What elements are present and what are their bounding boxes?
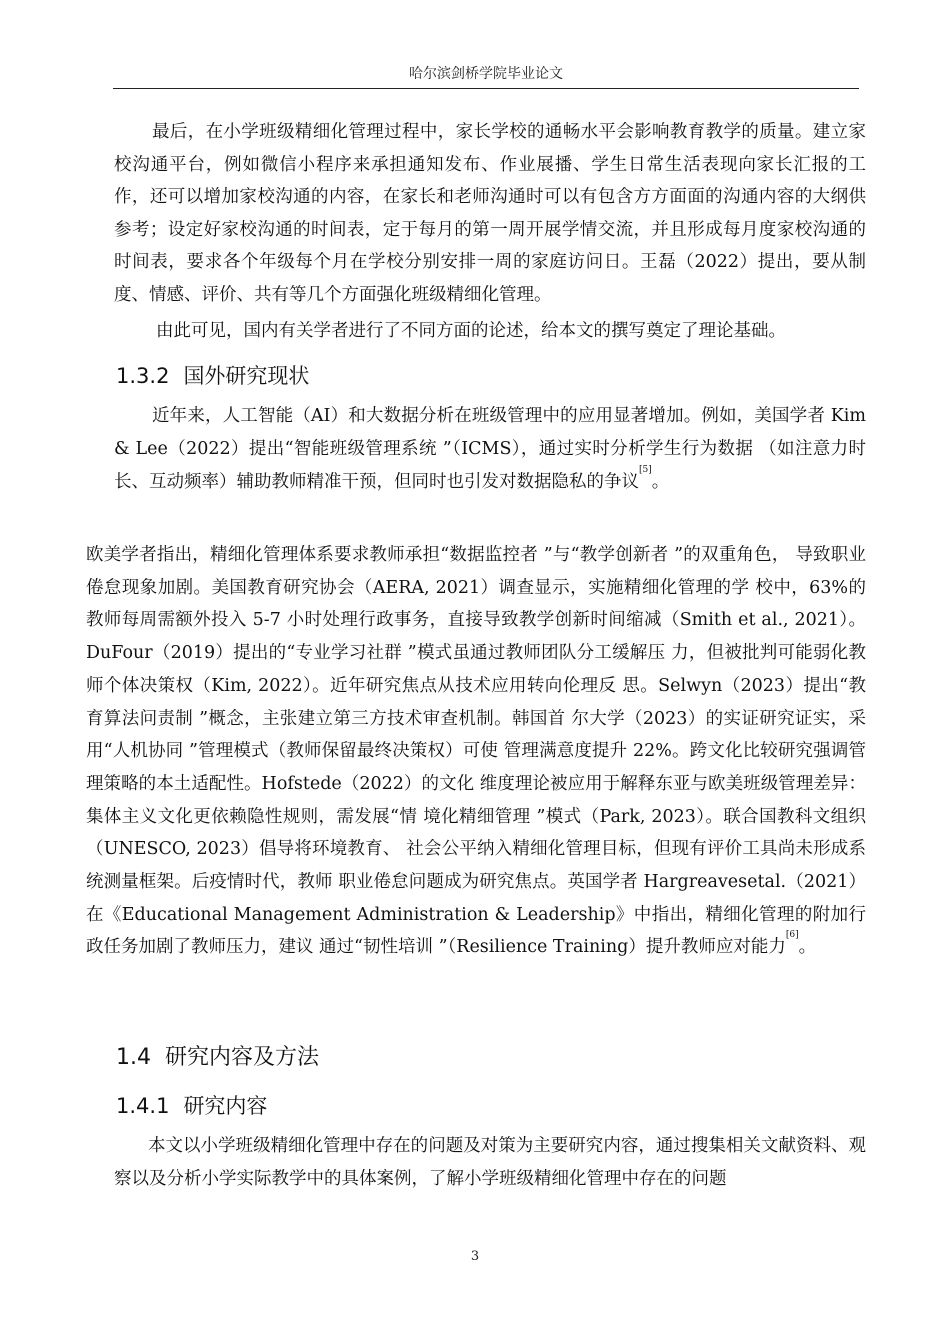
- paragraph-research-content: [114, 1130, 866, 1196]
- section-heading-1-4-1: [116, 1090, 267, 1120]
- section-title: 研究内容: [183, 1094, 268, 1118]
- citation-ref: [5]: [639, 465, 652, 475]
- section-title: 研究内容及方法: [165, 1045, 320, 1070]
- section-heading-1-4: [116, 1040, 319, 1071]
- paragraph-ai-class-management: [114, 400, 866, 499]
- citation-ref: [6]: [785, 930, 799, 941]
- paragraph-end: 。: [798, 937, 817, 958]
- section-number: 1.3.2: [116, 364, 170, 388]
- paragraph-text: 近年来，人工智能（AI）和大数据分析在班级管理中的应用显著增加。例如，美国学者 Kim & Lee（2022）提出“智能班级管理系统 ”（ICMS），通过实时分析学生行为数据 （如注意力时长、互动频率）辅助教师精准干预，但同时也引发对数据隐私的争议: [114, 406, 866, 492]
- page-number: 3: [470, 1249, 480, 1264]
- paragraph-text: 欧美学者指出，精细化管理体系要求教师承担“数据监控者 ”与“教学创新者 ”的双重角色， 导致职业倦怠现象加剧。美国教育研究协会（AERA, 2021）调查显示，实施精细化管理的学 校中，63%的教师每周需额外投入 5-7 小时处理行政事务，直接导致教学创新时间缩减（Smith et al., 2021）。DuFour（2019）提出的“专业学习社群 ”模式虽通过教师团队分工缓解压 力，但被批判可能弱化教师个体决策权（Kim, 2022）。近年研究焦点从技术应用转向伦理反 思。Selwyn（2023）提出“教育算法问责制 ”概念，主张建立第三方技术审查机制。韩国首 尔大学（2023）的实证研究证实，采用“人机协同 ”管理模式（教师保留最终决策权）可使 管理满意度提升 22%。跨文化比较研究强调管理策略的本土适配性。Hofstede（2022）的文化 维度理论被应用于解释东亚与欧美班级管理差异：集体主义文化更依赖隐性规则，需发展“情 境化精细管理 ”模式（Park, 2023）。联合国教科文组织（UNESCO, 2023）倡导将环境教育、 社会公平纳入精细化管理目标，但现有评价工具尚未形成系统测量框架。后疫情时代，教师 职业倦怠问题成为研究焦点。英国学者 Hargreavesetal.（2021）在《Educational Management Administration & Leadership》中指出，精细化管理的附加行政任务加剧了教师压力，建议 通过“韧性培训 ”（Resilience Training）提升教师应对能力: [86, 545, 866, 958]
- paragraph-western-scholars: [86, 539, 866, 964]
- section-title: 国外研究现状: [183, 364, 310, 388]
- paragraph-summary: 由此可见，国内有关学者进行了不同方面的论述，给本文的撰写奠定了理论基础。: [156, 321, 786, 341]
- section-number: 1.4: [116, 1045, 151, 1070]
- header-rule: [113, 88, 859, 89]
- paragraph-text: 本文以小学班级精细化管理中存在的问题及对策为主要研究内容，通过搜集相关文献资料、观察以及分析小学实际教学中的具体案例，了解小学班级精细化管理中存在的问题: [114, 1136, 866, 1189]
- page-header: 哈尔滨剑桥学院毕业论文: [409, 66, 563, 82]
- section-number: 1.4.1: [116, 1094, 170, 1118]
- paragraph-text: 最后，在小学班级精细化管理过程中，家长学校的通畅水平会影响教育教学的质量。建立家校沟通平台，例如微信小程序来承担通知发布、作业展播、学生日常生活表现向家长汇报的工作，还可以增加家校沟通的内容，在家长和老师沟通时可以有包含方方面面的沟通内容的大纲供参考；设定好家校沟通的时间表，定于每月的第一周开展学情交流，并且形成每月度家校沟通的时间表，要求各个年级每个月在学校分别安排一周的家庭访问日。王磊（2022）提出，要从制度、情感、评价、共有等几个方面强化班级精细化管理。: [114, 122, 866, 305]
- section-heading-1-3-2: [116, 360, 309, 390]
- paragraph-end: 。: [651, 472, 670, 492]
- paragraph-home-school-communication: [114, 116, 866, 311]
